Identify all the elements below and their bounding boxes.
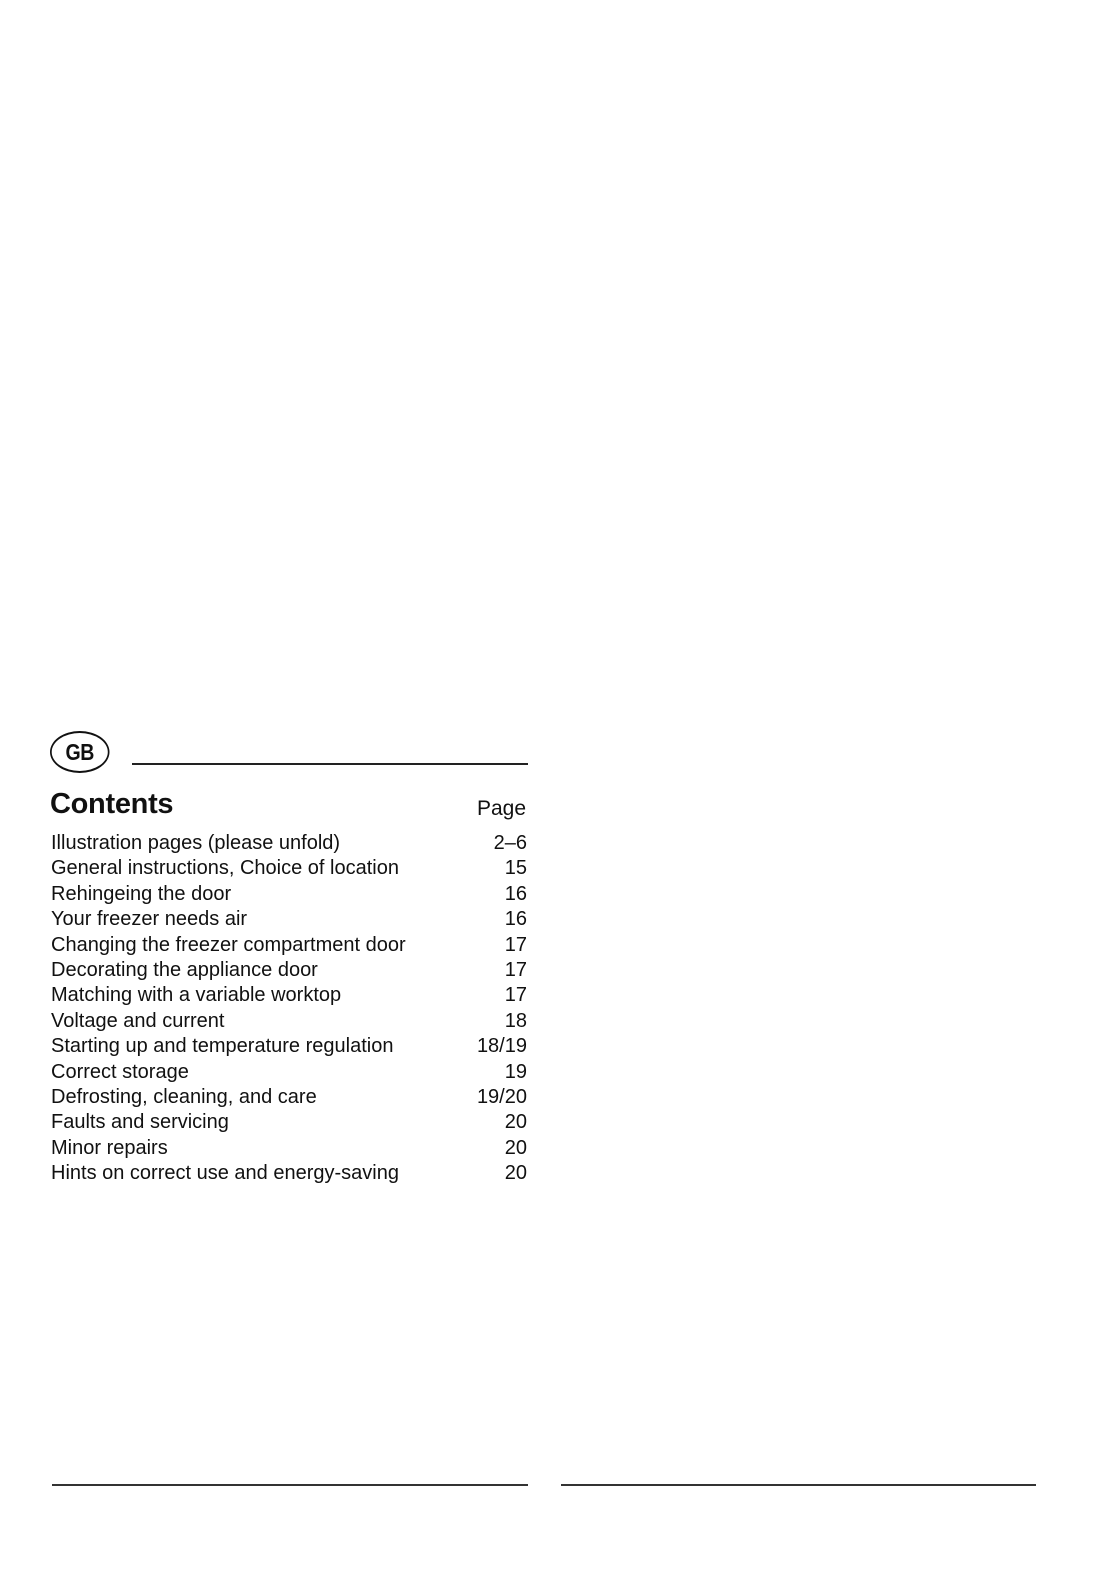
toc-entry-page: 18/19 — [476, 1035, 527, 1058]
toc-entry-page: 15 — [504, 857, 527, 880]
toc-entry-page: 2–6 — [493, 832, 527, 854]
toc-entry — [51, 882, 527, 907]
toc-entry-title: Your freezer needs air — [51, 908, 248, 931]
toc-entry-title: Decorating the appliance door — [51, 958, 318, 981]
toc-entry — [51, 983, 527, 1008]
toc-entry-page: 16 — [504, 908, 527, 931]
header-rule — [132, 763, 528, 765]
toc-entry-title: Changing the freezer compartment door — [51, 933, 406, 956]
section-header — [50, 731, 528, 775]
toc-entry — [51, 958, 527, 983]
toc-entry-page: 17 — [504, 958, 527, 981]
toc-entry-page: 19 — [504, 1060, 527, 1083]
toc-entry-title: Faults and servicing — [51, 1111, 229, 1134]
toc-entry — [51, 1136, 527, 1161]
toc-entry-page: 20 — [504, 1162, 527, 1185]
toc-entry-page: 20 — [504, 1111, 527, 1134]
toc-entry-page: 18 — [504, 1009, 527, 1032]
toc-entry — [51, 933, 527, 958]
footer-rule-right — [561, 1484, 1036, 1486]
toc-entry — [51, 831, 527, 856]
toc-entry-title: Illustration pages (please unfold) — [51, 832, 341, 854]
toc-entry-title: Correct storage — [51, 1060, 189, 1083]
toc-entry-title: Voltage and current — [51, 1009, 225, 1032]
toc-entry-title: Hints on correct use and energy-saving — [51, 1162, 399, 1185]
page-title: Contents — [50, 788, 174, 820]
toc-entry — [51, 1085, 527, 1110]
toc-entry — [51, 1034, 527, 1059]
table-of-contents — [51, 831, 527, 1186]
toc-entry-page: 16 — [504, 882, 527, 905]
toc-entry-title: Defrosting, cleaning, and care — [51, 1085, 317, 1108]
toc-entry — [51, 1060, 527, 1085]
toc-entry-page: 19/20 — [476, 1085, 527, 1108]
toc-entry-title: Minor repairs — [51, 1136, 168, 1159]
toc-entry — [51, 1009, 527, 1034]
toc-entry-title: Matching with a variable worktop — [51, 984, 342, 1007]
toc-entry-page: 17 — [504, 933, 527, 956]
toc-entry-page: 17 — [504, 984, 527, 1007]
toc-entry-title: General instructions, Choice of location — [51, 857, 399, 880]
language-badge: GB — [50, 731, 110, 773]
toc-entry — [51, 1161, 527, 1186]
toc-entry-title: Rehingeing the door — [51, 882, 232, 905]
toc-entry — [51, 856, 527, 881]
toc-entry — [51, 1110, 527, 1135]
footer-rule-left — [52, 1484, 528, 1486]
page-column-label: Page — [476, 797, 526, 820]
toc-entry-title: Starting up and temperature regulation — [51, 1035, 394, 1058]
toc-entry — [51, 907, 527, 932]
toc-entry-page: 20 — [504, 1136, 527, 1159]
